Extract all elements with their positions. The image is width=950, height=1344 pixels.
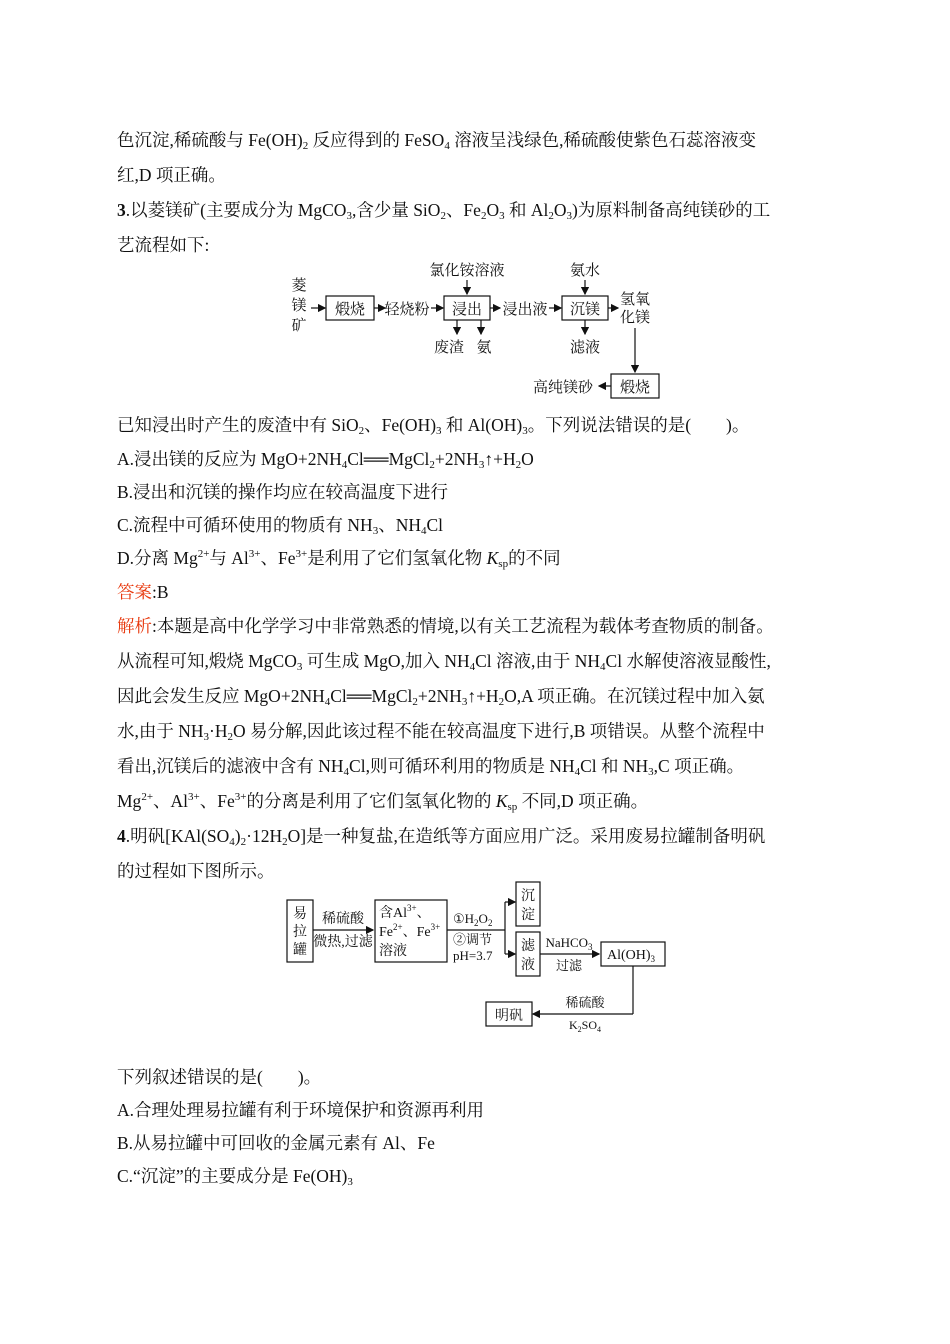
explanation-label: 解析: [117, 616, 152, 636]
precipitate-mg-label: 沉镁: [569, 302, 601, 318]
leach-label: 浸出: [451, 302, 483, 318]
text: .明矾[KAl(SO: [125, 826, 230, 846]
feed-char-2: 镁: [291, 298, 307, 314]
text: 、Fe(OH): [364, 415, 437, 435]
text: :本题是高中化学学习中非常熟悉的情境,以有关工艺流程为载体考查物质的制备。: [152, 616, 774, 636]
acid-2-label: 稀硫酸: [565, 995, 605, 1010]
filtrate-char-1: 滤: [521, 939, 535, 954]
superscript: 2+: [197, 548, 210, 560]
question-3-stem-2: [117, 233, 209, 257]
answer-label: 答案: [117, 582, 152, 602]
can-char-2: 拉: [293, 925, 307, 940]
text: Cl,则可循环利用的物质是 NH: [349, 756, 575, 776]
subscript: 4: [420, 525, 427, 537]
explanation-line-2: [117, 649, 771, 673]
subscript: 4: [343, 766, 350, 778]
subscript: 2: [412, 696, 418, 708]
subscript: 4: [341, 459, 348, 471]
filtrate-char-2: 液: [521, 958, 535, 973]
text: ): [234, 826, 241, 846]
text: 不同,D 项正确。: [517, 791, 649, 811]
text: 的不同: [508, 548, 561, 568]
text: K: [486, 548, 499, 568]
filtrate-label: 滤液: [569, 340, 601, 356]
question-4-option-c: [117, 1164, 353, 1188]
text: 色沉淀,稀硫酸与 Fe(OH): [117, 130, 303, 150]
text: Cl 和 NH: [580, 756, 649, 776]
text: ↑+H: [484, 449, 516, 469]
subscript: 3: [203, 731, 210, 743]
text: Mg: [117, 791, 142, 811]
text: )为原料制备高纯镁砂的工: [571, 200, 771, 220]
superscript: 3+: [295, 548, 308, 560]
subscript: 3: [296, 661, 303, 673]
question-number: 3: [117, 200, 126, 220]
text: 是利用了它们氢氧化物: [307, 548, 487, 568]
precipitate-char-2: 淀: [521, 908, 535, 923]
subscript: 2: [440, 210, 446, 222]
k2so4-label: $K_2SO_4$: [568, 1018, 602, 1032]
subscript: 4: [574, 766, 581, 778]
text: A.合理处理易拉罐有利于环境保护和资源再利用: [117, 1100, 485, 1120]
acid-label: 稀硫酸: [322, 912, 364, 927]
alum-process-flowchart: [283, 880, 673, 1032]
text: Cl: [426, 515, 444, 535]
text: 的过程如下图所示。: [117, 861, 275, 881]
text: C.流程中可循环使用的物质有 NH: [117, 515, 373, 535]
nh4cl-solution-label: 氯化铵溶液: [429, 263, 505, 279]
text: Cl 溶液,由于 NH: [475, 651, 601, 671]
mg-hydroxide-label-1: 氢氧: [619, 292, 651, 308]
text: O: [553, 200, 567, 220]
subscript: 2: [302, 140, 309, 152]
question-4-stem: [117, 824, 765, 848]
filter-label: 过滤: [555, 958, 583, 973]
question-3-option-a: [117, 447, 534, 471]
feed-char-1: 菱: [291, 278, 307, 294]
explanation-line-1: [117, 614, 774, 638]
can-char-3: 罐: [293, 943, 307, 958]
subscript: 4: [324, 696, 331, 708]
explanation-line-3: [117, 684, 765, 708]
subscript: 3: [347, 1176, 353, 1188]
subscript: 3: [372, 525, 379, 537]
answer-value: :B: [152, 582, 169, 602]
question-4-ask: [117, 1065, 321, 1089]
subscript: 2: [240, 836, 247, 848]
text-line-1: [117, 128, 756, 152]
text: 、Fe: [260, 548, 296, 568]
text: ·12H: [246, 826, 283, 846]
waste-label: 废渣: [433, 340, 465, 356]
solution-line-3: 溶液: [379, 944, 407, 959]
text: 和 Al: [504, 200, 549, 220]
text: ·H: [209, 721, 228, 741]
text: 水,由于 NH: [117, 721, 204, 741]
text: D.分离 Mg: [117, 548, 198, 568]
text: 、NH: [378, 515, 421, 535]
text: 、Fe: [445, 200, 481, 220]
text: 与 Al: [209, 548, 249, 568]
text: 可生成 MgO,加入 NH: [302, 651, 470, 671]
subscript: 4: [469, 661, 476, 673]
text: ↑+H: [467, 686, 499, 706]
question-4-stem-2: [117, 859, 275, 883]
aloh3-label: $Al(OH)_3$: [606, 948, 656, 964]
subscript: 2: [282, 836, 288, 848]
text: 从流程可知,煅烧 MgCO: [117, 651, 297, 671]
explanation-line-5: [117, 754, 744, 778]
text: Cl 水解使溶液显酸性,: [605, 651, 771, 671]
text: 、Al: [153, 791, 189, 811]
text: 、Fe: [199, 791, 235, 811]
nahco3-label: NaHCO$_3$: [545, 935, 593, 952]
subscript: 2: [480, 210, 487, 222]
question-3-stem: [117, 198, 770, 222]
text: 看出,沉镁后的滤液中含有 NH: [117, 756, 344, 776]
mg-hydroxide-label-2: 化镁: [619, 310, 651, 326]
subscript: 3: [648, 766, 654, 778]
explanation-line-4: [117, 719, 765, 743]
text: +2NH: [417, 686, 462, 706]
subscript: 4: [229, 836, 235, 848]
text: 下列叙述错误的是( )。: [117, 1067, 322, 1087]
text: C.“沉淀”的主要成分是 Fe(OH): [117, 1166, 348, 1186]
question-4-option-a: [117, 1098, 484, 1122]
text: 艺流程如下:: [117, 235, 210, 255]
text: 反应得到的 FeSO: [308, 130, 445, 150]
question-3-option-b: [117, 480, 448, 504]
ammonia-water-label: 氨水: [569, 263, 601, 279]
superscript: 3+: [234, 791, 247, 803]
text: B.浸出和沉镁的操作均应在较高温度下进行: [117, 482, 449, 502]
text: O,A 项正确。在沉镁过程中加入氨: [504, 686, 765, 706]
question-3-option-c: [117, 513, 443, 537]
can-char-1: 易: [293, 907, 307, 922]
text: A.浸出镁的反应为 MgO+2NH: [117, 449, 342, 469]
question-3-option-d: [117, 546, 561, 570]
text-line-2: [117, 163, 226, 187]
step-1-label: $①H_2O_2$: [453, 911, 493, 928]
solution-line-1: 含$Al^{3+}$、: [379, 903, 431, 921]
subscript: 2: [227, 731, 233, 743]
text: O: [486, 200, 500, 220]
subscript: 3: [461, 696, 468, 708]
text: 红,D 项正确。: [117, 165, 226, 185]
alum-label: 明矾: [495, 1009, 523, 1024]
subscript: 3: [499, 210, 505, 222]
solution-line-2: $Fe^{2+}$、$Fe^{3+}$: [379, 922, 441, 940]
text: Cl══MgCl: [347, 449, 430, 469]
text: O]是一种复盐,在造纸等方面应用广泛。采用废易拉罐制备明矾: [287, 826, 766, 846]
text: O: [521, 449, 534, 469]
question-4-option-b: [117, 1131, 435, 1155]
magnesite-process-flowchart: [285, 258, 665, 400]
text: 因此会发生反应 MgO+2NH: [117, 686, 325, 706]
explanation-line-6: [117, 789, 648, 813]
product-label: 高纯镁砂: [532, 380, 594, 396]
subscript: 2: [515, 459, 522, 471]
text: 溶液呈浅绿色,稀硫酸使紫色石蕊溶液变: [449, 130, 757, 150]
subscript: 2: [498, 696, 505, 708]
calcine-label-2: 煅烧: [619, 380, 651, 396]
subscript: 3: [478, 459, 485, 471]
question-number: 4: [117, 826, 126, 846]
step-2-ph: pH=3.7: [453, 948, 493, 963]
text: .以菱镁矿(主要成分为 MgCO: [125, 200, 347, 220]
text: ,C 项正确。: [653, 756, 745, 776]
text: 的分离是利用了它们氢氧化物的: [246, 791, 496, 811]
subscript: 2: [358, 425, 365, 437]
leachate-label: 浸出液: [502, 302, 548, 318]
answer-line: [117, 580, 169, 604]
subscript: sp: [507, 801, 518, 813]
text: 。下列说法错误的是( )。: [527, 415, 750, 435]
question-3-known: [117, 413, 749, 437]
text: 已知浸出时产生的废渣中有 SiO: [117, 415, 359, 435]
text: Cl══MgCl: [330, 686, 413, 706]
superscript: 3+: [248, 548, 261, 560]
precipitate-char-1: 沉: [521, 889, 535, 904]
subscript: 3: [436, 425, 442, 437]
text: ,含少量 SiO: [351, 200, 441, 220]
ammonia-gas-label: 氨: [476, 340, 492, 356]
text: B.从易拉罐中可回收的金属元素有 Al、Fe: [117, 1133, 435, 1153]
superscript: 2+: [141, 791, 154, 803]
subscript: 2: [429, 459, 435, 471]
subscript: 4: [444, 140, 450, 152]
text: 和 Al(OH): [441, 415, 523, 435]
text: O 易分解,因此该过程不能在较高温度下进行,B 项错误。从整个流程中: [233, 721, 765, 741]
subscript: 3: [522, 425, 528, 437]
text: +2NH: [434, 449, 479, 469]
superscript: 3+: [188, 791, 200, 803]
feed-char-3: 矿: [291, 318, 307, 334]
calcine-label-1: 煅烧: [334, 302, 366, 318]
subscript: sp: [498, 558, 509, 570]
light-powder-label: 轻烧粉: [384, 302, 430, 318]
subscript: 4: [600, 661, 606, 673]
heat-filter-label: 微热,过滤: [313, 935, 373, 950]
subscript: 2: [548, 210, 554, 222]
step-2-label: ②调节: [453, 932, 493, 947]
subscript: 3: [566, 210, 572, 222]
subscript: 3: [346, 210, 352, 222]
text: K: [495, 791, 508, 811]
